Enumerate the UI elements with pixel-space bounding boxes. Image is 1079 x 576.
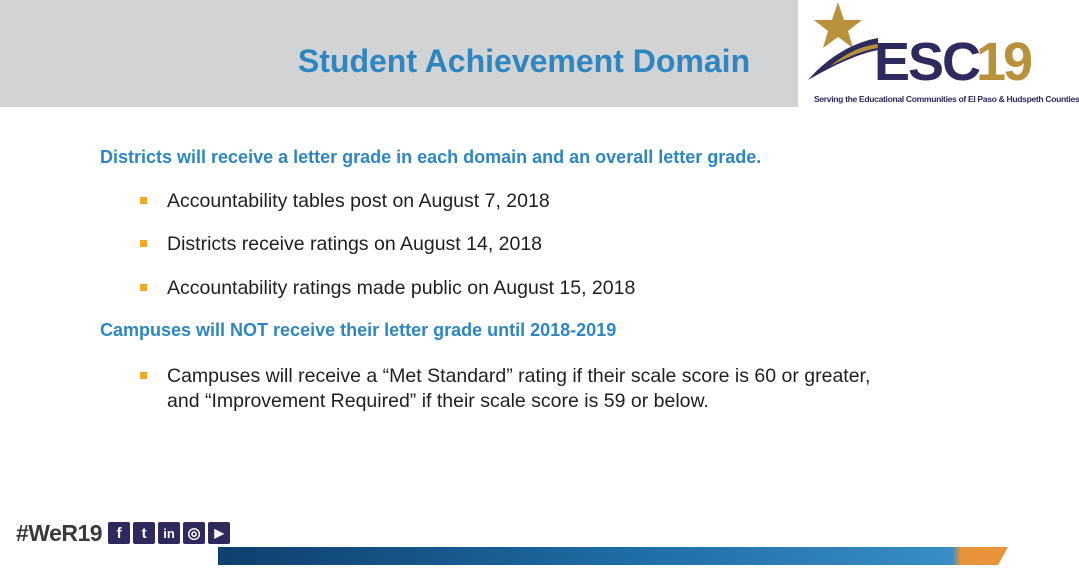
- twitter-icon[interactable]: t: [133, 522, 155, 544]
- slide-title: Student Achievement Domain: [297, 43, 751, 79]
- bullet-text: Accountability tables post on August 7, 2018: [167, 190, 550, 212]
- bullet-item: [140, 364, 880, 414]
- footer-gradient-bar: [218, 547, 1028, 565]
- instagram-icon[interactable]: ◎: [183, 522, 205, 544]
- bullet-square-icon: [140, 240, 147, 247]
- bullet-square-icon: [140, 284, 147, 291]
- logo-letters-esc: ESC: [874, 32, 980, 92]
- footer-bar-shape: [218, 547, 1008, 565]
- linkedin-icon[interactable]: in: [158, 522, 180, 544]
- bullet-square-icon: [140, 197, 147, 204]
- bullet-item: [140, 276, 880, 301]
- logo-letters-19: 19: [976, 32, 1031, 92]
- bullet-square-icon: [140, 372, 147, 379]
- facebook-icon[interactable]: f: [108, 522, 130, 544]
- bullet-text: Campuses will receive a “Met Standard” rating if their scale score is 60 or greater, and “Improvement Required” if their scale score is 59 or below.: [167, 365, 871, 412]
- logo-tagline: Serving the Educational Communities of El Paso & Hudspeth Counties: [814, 94, 1079, 104]
- bullet-text: Accountability ratings made public on August 15, 2018: [167, 277, 636, 299]
- bullet-item: [140, 232, 880, 257]
- heading-districts: Districts will receive a letter grade in each domain and an overall letter grade.: [100, 147, 762, 167]
- bullet-item: [140, 189, 880, 214]
- social-bar: [16, 520, 233, 546]
- heading-campuses: Campuses will NOT receive their letter grade until 2018-2019: [100, 320, 617, 340]
- youtube-icon[interactable]: ▶: [208, 522, 230, 544]
- bullet-text: Districts receive ratings on August 14, 2018: [167, 233, 543, 255]
- hashtag-label: #WeR19: [16, 519, 103, 546]
